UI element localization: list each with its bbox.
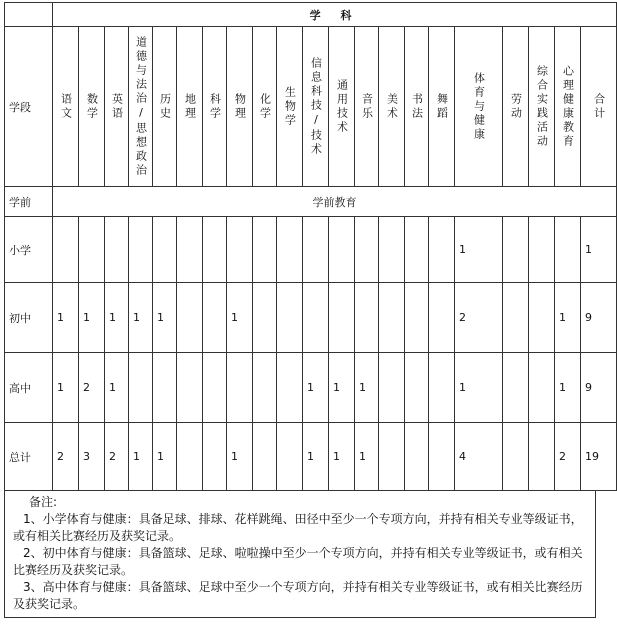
table-cell [79,217,105,283]
stage-label: 学前 [5,187,53,217]
subject-quota-table [4,2,617,491]
table-cell: 1 [555,283,581,353]
table-cell: 1 [227,423,253,491]
table-cell [203,283,227,353]
table-cell: 1 [153,423,177,491]
subject-header-9: 化学 [253,27,277,187]
table-cell [379,353,405,423]
table-cell: 1 [129,283,153,353]
table-cell [105,217,129,283]
table-cell: 1 [227,283,253,353]
notes-title: 备注: [29,495,58,509]
table-cell [277,217,303,283]
notes-section [4,491,596,618]
table-cell [429,353,455,423]
table-cell [177,283,203,353]
table-cell [303,283,329,353]
table-cell: 1 [455,217,503,283]
subject-group-title: 学 科 [53,3,617,27]
subject-header-7: 科学 [203,27,227,187]
preschool-span-cell: 学前教育 [53,187,617,217]
table-cell [277,353,303,423]
table-cell: 1 [53,283,79,353]
table-cell: 2 [455,283,503,353]
table-cell [253,283,277,353]
subject-header-4: 道德与法治/思想政治 [129,27,153,187]
table-cell [405,423,429,491]
note-item-2: 2、初中体育与健康：具备篮球、足球、啦啦操中至少一个专项方向，并持有相关专业等级证书，或有相关比赛经历及获奖记录。 [13,546,583,577]
stage-label: 总计 [5,423,53,491]
table-cell [503,217,529,283]
table-cell: 2 [555,423,581,491]
table-row [5,217,617,283]
table-cell [53,217,79,283]
table-cell: 19 [581,423,617,491]
stage-label: 初中 [5,283,53,353]
table-cell: 4 [455,423,503,491]
table-row [5,283,617,353]
table-cell [529,217,555,283]
table-cell [227,217,253,283]
subject-header-13: 音乐 [355,27,379,187]
stage-column-header: 学段 [5,27,53,187]
table-cell [429,423,455,491]
table-cell [153,353,177,423]
table-cell: 1 [581,217,617,283]
subject-header-2: 数学 [79,27,105,187]
table-cell: 1 [53,353,79,423]
subject-header-6: 地理 [177,27,203,187]
table-cell [429,217,455,283]
subject-header-20: 心理健康教育 [555,27,581,187]
table-cell [503,283,529,353]
table-cell: 1 [329,423,355,491]
table-cell [129,217,153,283]
subject-header-15: 书法 [405,27,429,187]
table-row [5,423,617,491]
table-cell [253,423,277,491]
table-row [5,353,617,423]
table-cell [429,283,455,353]
subject-header-14: 美术 [379,27,405,187]
stage-label: 小学 [5,217,53,283]
table-cell [203,423,227,491]
table-cell: 9 [581,283,617,353]
table-cell: 2 [105,423,129,491]
subject-header-row [5,27,617,187]
table-cell [277,283,303,353]
preschool-row [5,187,617,217]
table-cell: 9 [581,353,617,423]
note-item-3: 3、高中体育与健康：具备篮球、足球中至少一个专项方向，并持有相关专业等级证书，或有相关比赛经历及获奖记录。 [13,580,583,611]
stage-label: 高中 [5,353,53,423]
table-cell [253,353,277,423]
table-cell [177,217,203,283]
subject-header-21: 合计 [581,27,617,187]
subject-header-12: 通用技术 [329,27,355,187]
table-cell [227,353,253,423]
table-cell [379,283,405,353]
table-cell [277,423,303,491]
subject-header-8: 物理 [227,27,253,187]
table-cell [153,217,177,283]
table-cell [355,283,379,353]
recruitment-table-document [4,2,606,618]
table-cell [503,423,529,491]
table-cell: 2 [53,423,79,491]
table-cell [129,353,153,423]
table-cell: 1 [105,283,129,353]
subject-header-3: 英语 [105,27,129,187]
table-cell [203,353,227,423]
table-cell: 1 [153,283,177,353]
table-cell: 1 [129,423,153,491]
table-cell: 1 [303,423,329,491]
subject-header-16: 舞蹈 [429,27,455,187]
subject-header-5: 历史 [153,27,177,187]
table-cell [203,217,227,283]
table-cell [355,217,379,283]
table-cell: 3 [79,423,105,491]
table-cell: 2 [79,353,105,423]
table-cell [405,353,429,423]
table-cell [329,217,355,283]
table-cell: 1 [355,353,379,423]
table-cell [303,217,329,283]
table-cell [529,353,555,423]
table-cell [555,217,581,283]
table-cell [405,283,429,353]
table-cell [405,217,429,283]
table-cell [253,217,277,283]
corner-cell [5,3,53,27]
subject-header-17: 体育与健康 [455,27,503,187]
subject-header-1: 语文 [53,27,79,187]
table-cell [177,423,203,491]
table-cell: 1 [455,353,503,423]
table-cell: 1 [329,353,355,423]
table-cell: 1 [105,353,129,423]
table-cell [329,283,355,353]
table-cell [379,423,405,491]
table-cell [529,283,555,353]
subject-header-18: 劳动 [503,27,529,187]
table-cell [177,353,203,423]
table-cell [379,217,405,283]
table-cell [529,423,555,491]
table-cell: 1 [555,353,581,423]
table-cell: 1 [303,353,329,423]
subject-header-10: 生物学 [277,27,303,187]
table-cell: 1 [355,423,379,491]
subject-header-11: 信息科技/技术 [303,27,329,187]
table-cell [503,353,529,423]
note-item-1: 1、小学体育与健康：具备足球、排球、花样跳绳、田径中至少一个专项方向，并持有相关专业等级证书，或有相关比赛经历及获奖记录。 [13,512,583,543]
subject-header-19: 综合实践活动 [529,27,555,187]
table-cell: 1 [79,283,105,353]
